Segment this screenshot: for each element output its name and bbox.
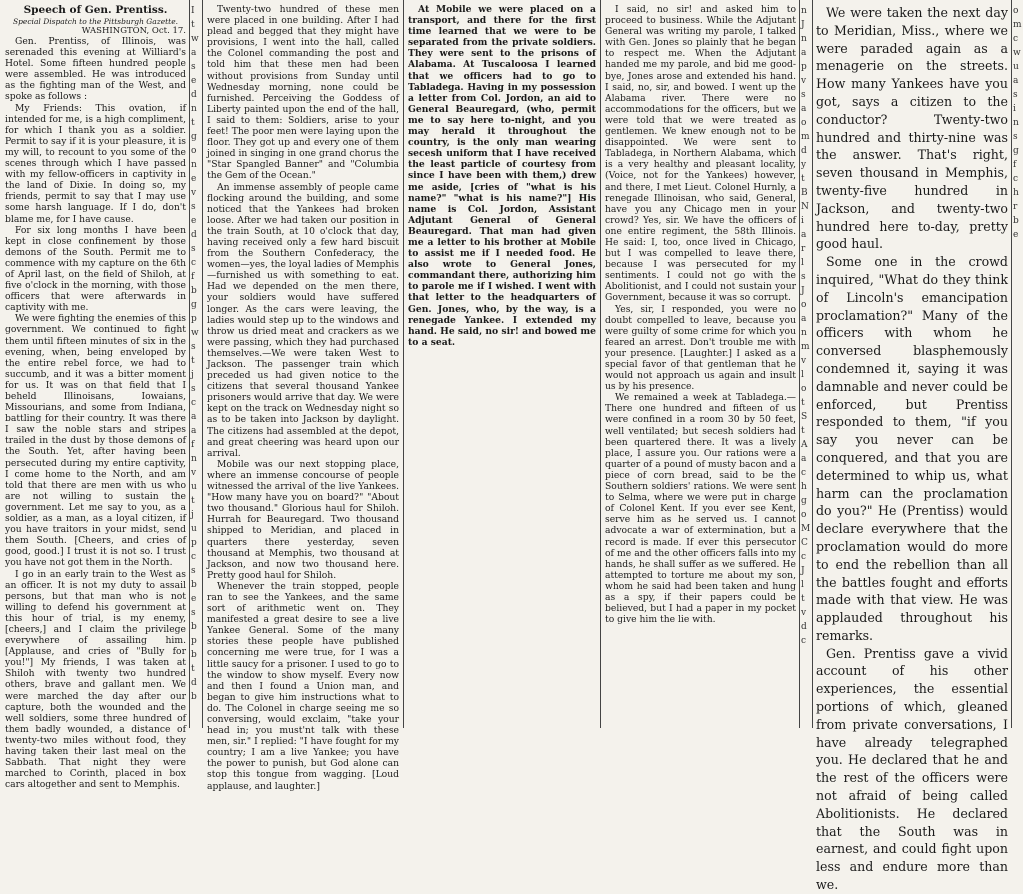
edge-letter: v [801, 76, 807, 86]
edge-letter: s [191, 62, 196, 72]
edge-letter: M [801, 524, 811, 534]
edge-letter: j [191, 370, 194, 380]
edge-letter: N [801, 202, 809, 212]
edge-letter: c [801, 468, 807, 478]
edge-letter: d [801, 622, 807, 632]
edge-letter: a [801, 314, 807, 324]
edge-letter: c [1013, 34, 1019, 44]
column-rule [812, 0, 813, 728]
column-rule [202, 0, 203, 728]
edge-letter: o [801, 300, 807, 310]
edge-letter: s [1013, 132, 1018, 142]
paragraph: I go in an early train to the West as an officer. It is not my duty to assail persons, but that man who is not willing to defend his government at this hour of trial, is my enemy, [cheers,] and I claim the privilege everywhere of assailing him. [Applause, and cries of "Bully for you!"] My friends, I was taken at Shiloh with twenty two hundred others, brave and gallant men. We were marched the day after our capture, both the wounded and the well soldiers, some three hundred of them badly wounded, a distance of twenty-two miles without food, they having taken their last meal on the Sabbath. That night they were marched to Corinth, placed in box cars altogether and sent to Memphis. [5, 568, 186, 791]
article-source: Special Dispatch to the Pittsburgh Gazette. [12, 17, 179, 26]
edge-letter: b [191, 286, 197, 296]
column-4 [605, 4, 796, 626]
edge-letter: s [191, 566, 196, 576]
edge-letter: f [191, 272, 195, 282]
edge-letter: f [1013, 160, 1017, 170]
edge-letter: c [191, 258, 197, 268]
edge-letter: a [1013, 76, 1019, 86]
edge-letter: r [1013, 202, 1018, 212]
paragraph: Yes, sir, I responded, you were no doubt compelled to leave, because you were guilty of some crime for which you feared an arrest. Don't trouble me with your presence. [Laughter.] I asked as a special favor of that gentleman that he would not approach us again and insult us by his presence. [605, 303, 796, 393]
edge-letter: h [1013, 188, 1019, 198]
edge-letter: s [191, 244, 196, 254]
paragraph: At Mobile we were placed on a transport, and there for the first time learned that we were to be separated from the private soldiers. They were sent to the prisons of Alabama. At Tuscaloosa I learned that we officers had to go to Tabladega. Having in my possession a letter from Col. Jordon, an aid to General Beauregard, (who, permit me to say here to-night, and you may herald it throughout the country, is the only man wearing secesh uniform that I have received the least particle of courtesy from since I have been with them,) drew me aside, [cries of "what is his name?" "what is his name?"] His name is Col. Jordon, Assistant Adjutant General of General Beauregard. That man had given me a letter to his brother at Mobile to assist me if I needed food. He also wrote to General Jones, commandant there, authorizing him to parole me if I wished. I went with that letter to the headquarters of Gen. Jones, who, by the way, is a renegade Yankee. I extended my hand. He said, no sir! and bowed me to a seat. [408, 4, 596, 348]
paragraph: We were fighting the enemies of this government. We continued to fight them until fifteen minutes of six in the evening, when, being enveloped by the entire rebel force, we had to succumb, and it was a bitter moment for us. It was on that field that I beheld Illinoisans, Iowaians, Missourians, and some from Indiana, battling for their country. It was there I saw the noble stars and stripes trailed in the dust by those demons of the South. Yet, after having been persecuted during my entire captivity, I come home to the North, and am told that there are men with us who are not willing to sustain the government. Let me say to you, as a soldier, as a man, as a loyal citizen, if you have traitors in your midst, send them South. [Cheers, and cries of good, good.] I trust it is not so. I trust you have not got them in the North. [5, 313, 186, 569]
edge-letter: c [191, 398, 197, 408]
edge-letter: B [801, 188, 808, 198]
edge-letter: g [191, 132, 197, 142]
paragraph: Mobile was our next stopping place, where an immense concourse of people witnessed the arrival of the live Yankees. "How many have you on board?" "About two thousand." Glorious haul for Shiloh. Hurrah for Beauregard. Two thousand shipped to Meridian, and placed in quarters there yesterday, seven thousand at Memphis, two thousand at Jackson, and now two thousand here. Pretty good haul for Shiloh. [207, 458, 399, 581]
edge-letter: I [191, 6, 195, 16]
edge-letter: t [191, 356, 195, 366]
paragraph: Gen. Prentiss, of Illinois, was serenaded this evening at Williard's Hotel. Some fifteen hundred people were assembled. He was introduced as the fighting man of the West, and spoke as follows : [5, 36, 186, 103]
column-rule [189, 0, 190, 728]
edge-letter: e [1013, 230, 1019, 240]
edge-letter: p [191, 314, 197, 324]
edge-letter: d [191, 230, 197, 240]
paragraph: Some one in the crowd inquired, "What do they think of Lincoln's emancipation proclamation?" Many of the officers with whom he conversed blasphemously condemned it, saying it was damnable and never could be enforced, but Prentiss responded to them, "if you say you never can be conquered, and that you are determined to whip us, what harm can the proclamation do you?" He (Prentiss) would declare everywhere that the proclamation would do more to end the rebellion than all the battles fought and efforts made with that view. He was applauded throughout his remarks. [816, 254, 1008, 643]
edge-letter: b [191, 692, 197, 702]
paragraph: Gen. Prentiss gave a vivid account of his other experiences, the essential portions of which, gleaned from private conversations, I have already telegraphed you. He declared that he and the rest of the officers were not afraid of being called Abolitionists. He declared that the South was in earnest, and could fight upon less and endure more than we. [816, 645, 1008, 893]
edge-letter: s [801, 272, 806, 282]
edge-letter: n [191, 160, 197, 170]
article-dateline: WASHINGTON, Oct. 17. [81, 26, 186, 36]
edge-letter: v [191, 188, 197, 198]
edge-letter: t [191, 664, 195, 674]
edge-letter: d [801, 146, 807, 156]
edge-letter: c [801, 636, 807, 646]
edge-letter: h [801, 482, 807, 492]
edge-letter: p [191, 636, 197, 646]
edge-letter: o [801, 118, 807, 128]
edge-letter: w [1013, 48, 1021, 58]
paragraph: We remained a week at Tabladega.—There one hundred and fifteen of us were confined in a room 30 by 50 feet, well ventilated; but secesh soldiers had been quartered there. It was a lively place, I assure you. Our rations were a quarter of a pound of musty bacon and a piece of corn bread, said to be the Southern soldiers' rations. We were sent to Selma, where we were put in charge of Colonel Kent. If you ever see Kent, serve him as he served us. I cannot advocate a war of extermination, but a record is made. If ever this persecutor of me and the other officers falls into my hands, he shall suffer as we suffered. He attempted to torture me about my son, whom he said had been taken and hung as a spy, if their papers could be believed, but I had a paper in my pocket to give him the lie with. [605, 392, 796, 626]
edge-letter: n [801, 328, 807, 338]
edge-letter: r [801, 244, 806, 254]
edge-letter: s [191, 608, 196, 618]
edge-letter: i [801, 216, 804, 226]
column-rule [1011, 0, 1012, 728]
edge-letter: e [191, 216, 197, 226]
edge-letter: o [801, 384, 807, 394]
paragraph: Twenty-two hundred of these men were placed in one building. After I had plead and begged that they might have provisions, I went into the hall, called the Colonel commanding the post and told him that these men had been without provisions from Sunday until Wednesday morning, none could be furnished. Perceiving the Goddess of Liberty painted upon the end of the hall, I said to them: Soldiers, arise to your feet! The poor men were laying upon the floor. They got up and every one of them joined in singing in one grand chorus the "Star Spangled Banner" and "Columbia the Gem of the Ocean." [207, 4, 399, 182]
edge-letter: J [801, 286, 805, 296]
edge-letter: c [191, 552, 197, 562]
edge-letter: l [801, 258, 804, 268]
edge-letter: b [191, 622, 197, 632]
edge-letter: l [801, 580, 804, 590]
edge-letter: a [801, 230, 807, 240]
edge-letter: t [191, 118, 195, 128]
edge-letter: n [801, 6, 807, 16]
edge-letter: w [191, 34, 199, 44]
edge-letter: o [801, 510, 807, 520]
edge-letter: t [801, 398, 805, 408]
edge-strip-left [191, 4, 200, 728]
edge-letter: c [801, 552, 807, 562]
edge-letter: S [801, 412, 808, 422]
column-1 [5, 4, 186, 791]
edge-letter: v [191, 468, 197, 478]
edge-letter: w [191, 328, 199, 338]
edge-letter: e [191, 174, 197, 184]
edge-letter: u [1013, 62, 1019, 72]
paragraph: I said, no sir! and asked him to proceed to business. While the Adjutant General was writing my parole, I talked with Gen. Jones so plainly that he began to respect me. When the Adjutant handed me my parole, and bid me good-bye, Jones arose and extended his hand. I said, no, sir, and bowed. I went up the Alabama river. There were no accommodations for the officers, but we were told that we were treated as gentlemen. We knew enough not to be disappointed. We were sent to Tabladega, in Northern Alabama, which is a very healthy and pleasant locality, (Voice, not for the Yankees) however, and there, I met Lieut. Colonel Hurnly, a renegade Illinoisan, who said, General, have you any Chicago men in your crowd? Yes, sir. We have the officers of one entire regiment, the 58th Illinois. He said: I, too, once lived in Chicago, but I was compelled to leave there, because I was persecuted for my sentiments. I could not go with the Abolitionist, and I could not sustain your Government, because it was so corrupt. [605, 4, 796, 304]
edge-letter: s [191, 202, 196, 212]
edge-letter: a [191, 48, 197, 58]
column-3 [408, 4, 596, 348]
edge-letter: t [801, 594, 805, 604]
edge-letter: m [1013, 20, 1022, 30]
paragraph: We were taken the next day to Meridian, Miss., where we were paraded again as a menagerie on the streets. How many Yankees have you got, says a citizen to the conductor? Twenty-two hundred and thirty-nine was the answer. That's right, seven thousand in Memphis, twenty-five hundred in Jackson, and twenty-two hundred here to-day, pretty good haul. [816, 5, 1008, 252]
edge-letter: m [801, 342, 810, 352]
edge-letter: p [191, 538, 197, 548]
edge-letter: o [191, 146, 197, 156]
edge-letter: J [801, 20, 805, 30]
edge-letter: o [1013, 6, 1019, 16]
edge-letter: n [801, 34, 807, 44]
edge-letter: n [191, 454, 197, 464]
edge-letter: l [801, 370, 804, 380]
edge-strip-right [801, 4, 810, 728]
edge-letter: c [1013, 174, 1019, 184]
edge-letter: g [191, 300, 197, 310]
edge-letter: e [191, 76, 197, 86]
edge-letter: f [191, 440, 195, 450]
edge-letter: b [191, 580, 197, 590]
edge-letter: g [801, 496, 807, 506]
edge-letter: s [1013, 90, 1018, 100]
column-rule [799, 0, 800, 728]
edge-letter: v [801, 356, 807, 366]
paragraph: My Friends: This ovation, if intended for me, is a high compliment, for which I thank you as a soldier. Permit to say if it is your pleasure, it is my will, to recount to you some of the scenes through which I have passed with my fellow-officers in captivity in the land of Dixie. In doing so, my friends, permit to say that I may use some harsh language. If I do, don't blame me, for I have cause. [5, 102, 186, 225]
edge-letter: t [801, 174, 805, 184]
edge-letter: p [801, 62, 807, 72]
edge-strip-far-right [1013, 4, 1022, 264]
edge-letter: t [191, 496, 195, 506]
edge-letter: d [191, 90, 197, 100]
edge-letter: a [801, 48, 807, 58]
edge-letter: v [801, 608, 807, 618]
edge-letter: n [191, 104, 197, 114]
edge-letter: A [801, 440, 808, 450]
edge-letter: t [801, 426, 805, 436]
edge-letter: m [801, 132, 810, 142]
edge-letter: b [1013, 216, 1019, 226]
column-2 [207, 4, 399, 792]
edge-letter: g [1013, 146, 1019, 156]
column-5 [816, 4, 1008, 893]
edge-letter: a [801, 104, 807, 114]
paragraph: For six long months I have been kept in close confinement by those demons of the South. Permit me to commence with my capture on the 6th of April last, on the field of Shiloh, at five o'clock in the morning, with those officers that were afterwards in captivity with me. [5, 224, 186, 314]
column-rule [600, 0, 601, 728]
article-title: Speech of Gen. Prentiss. [23, 4, 168, 16]
edge-letter: d [191, 678, 197, 688]
paragraph: An immense assembly of people came flocking around the building, and some noticed that the Yankees had broken loose. After we had taken our position in the train South, at 10 o'clock that day, having received only a few hard biscuit from the Southern Confederacy, the women—yes, the loyal ladies of Memphis—furnished us with something to eat. Had we depended on the men there, your soldiers would have suffered longer. As the cars were leaving, the ladies would step up to the windows and throw us dried meat and crackers as we were passing, which they had purchased themselves.—We were taken West to Jackson. The passenger train which preceded us had given notice to the citizens that several thousand Yankee prisoners would arrive that day. We were kept on the track on Wednesday night so as to be taken into Jackson by daylight. The citizens had assembled at the depot, and great cheering was heard upon our arrival. [207, 181, 399, 459]
edge-letter: i [1013, 104, 1016, 114]
edge-letter: y [801, 160, 807, 170]
edge-letter: u [191, 482, 197, 492]
edge-letter: C [801, 538, 808, 548]
edge-letter: e [191, 594, 197, 604]
edge-letter: b [191, 650, 197, 660]
edge-letter: t [191, 20, 195, 30]
edge-letter: s [191, 342, 196, 352]
edge-letter: s [191, 384, 196, 394]
edge-letter: a [191, 412, 197, 422]
edge-letter: j [191, 510, 194, 520]
edge-letter: n [1013, 118, 1019, 128]
paragraph: Whenever the train stopped, people ran to see the Yankees, and the same sort of arithmetic went on. They manifested a great desire to see a live Yankee General. Some of the many stories these people have published concerning me were true, for I was a little saucy for a prisoner. I used to go to the window to show myself. Every now and then I found a Union man, and began to give him instructions what to do. The Colonel in charge seeing me so conversing, would exclaim, "take your head in; you must'nt talk with these men, sir." I replied: "I have fought for my country; I am a live Yankee; you have the power to punish, but God alone can stop this tongue from wagging. [Loud applause, and laughter.] [207, 580, 399, 792]
column-rule [403, 0, 404, 728]
edge-letter: s [801, 90, 806, 100]
edge-letter: a [191, 426, 197, 436]
edge-letter: J [801, 566, 805, 576]
edge-letter: a [801, 454, 807, 464]
edge-letter: u [191, 524, 197, 534]
